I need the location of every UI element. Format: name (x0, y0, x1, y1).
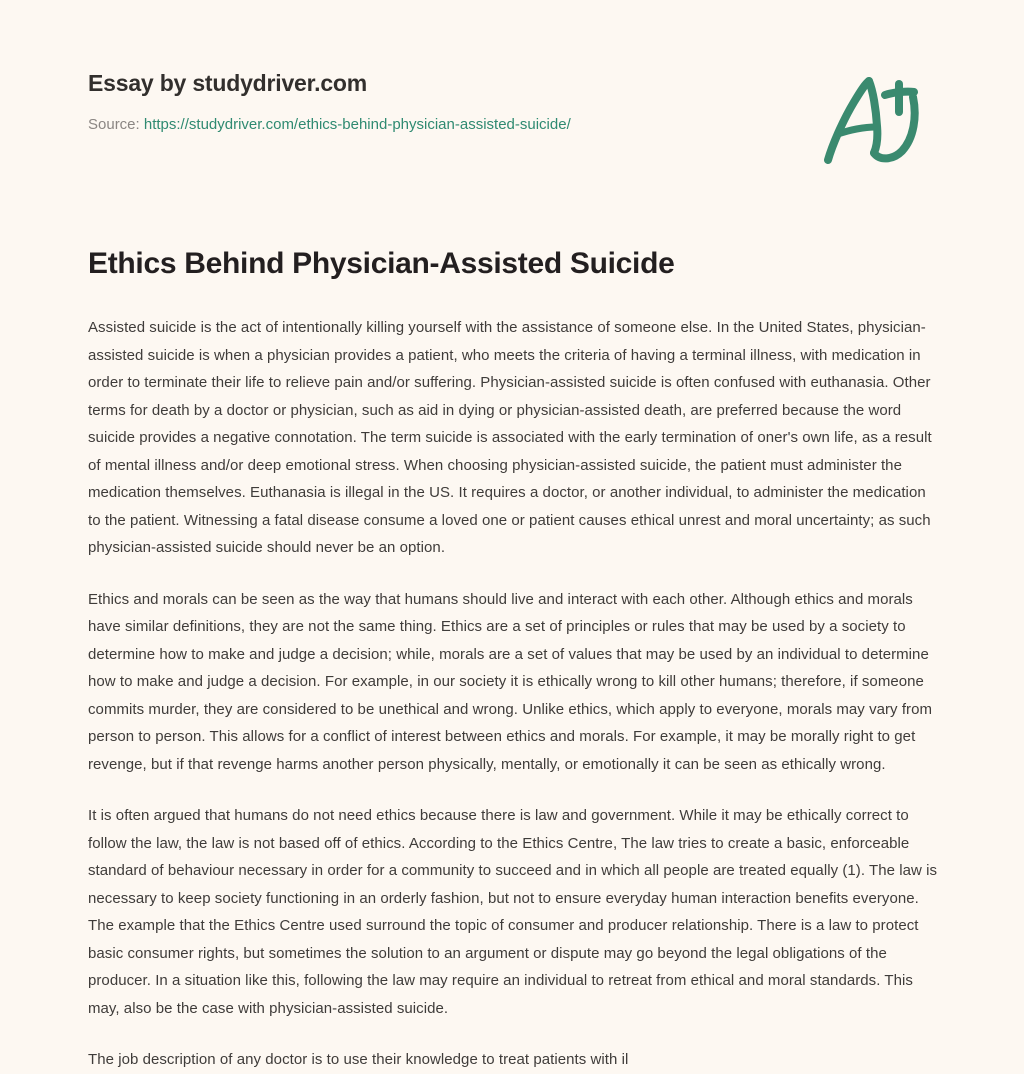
source-label: Source: (88, 116, 140, 133)
source-line (88, 115, 940, 135)
page-header (0, 0, 1024, 172)
article-body (88, 314, 940, 1074)
paragraph: Assisted suicide is the act of intentionally killing yourself with the assistance of someone else. In the United States, physician-assisted suicide is when a physician provides a patient, who meets the criteria of having a terminal illness, with medication in order to terminate their life to relieve pain and/or suffering. Physician-assisted suicide is often confused with euthanasia. Other terms for death by a doctor or physician, such as aid in dying or physician-assisted death, are preferred because the word suicide provides a negative connotation. The term suicide is associated with the early termination of oner's own life, as a result of mental illness and/or deep emotional stress. When choosing physician-assisted suicide, the patient must administer the medication themselves. Euthanasia is illegal in the US. It requires a doctor, or another individual, to administer the medication to the patient. Witnessing a fatal disease consume a loved one or patient causes ethical unrest and moral uncertainty; as such physician-assisted suicide should never be an option. (88, 319, 932, 556)
page-title: Ethics Behind Physician-Assisted Suicide (88, 247, 675, 280)
source-link[interactable]: https://studydriver.com/ethics-behind-physician-assisted-suicide/ (143, 116, 571, 133)
paragraph: It is often argued that humans do not need ethics because there is law and government. While it may be ethically correct to follow the law, the law is not based off of ethics. According to the Ethics Centre, The law tries to create a basic, enforceable standard of behaviour necessary in order for a community to succeed and in which all people are treated equally (1). The law is necessary to keep society functioning in an orderly fashion, but not to ensure everyday human interaction benefits everyone. The example that the Ethics Centre used surround the topic of consumer and producer relationship. There is a law to protect basic consumer rights, but sometimes the solution to an argument or dispute may go beyond the legal obligations of the producer. In a situation like this, following the law may require an individual to retreat from ethical and moral standards. This may, also be the case with physician-assisted suicide. (88, 807, 938, 1017)
byline: Essay by studydriver.com (88, 70, 368, 96)
studydriver-logo-a-plus-icon[interactable] (816, 64, 928, 168)
paragraph: The job description of any doctor is to use their knowledge to treat patients with il (88, 1051, 629, 1068)
article (0, 172, 1024, 1074)
paragraph: Ethics and morals can be seen as the way that humans should live and interact with each other. Although ethics and morals have similar definitions, they are not the same thing. Ethics are a set of principles or rules that may be used by a society to determine how to make and judge a decision; while, morals are a set of values that may be used by an individual to determine how to make and judge a decision. For example, in our society it is ethically wrong to kill other humans; therefore, if someone commits murder, they are considered to be unethical and wrong. Unlike ethics, which apply to everyone, morals may vary from person to person. This allows for a conflict of interest between ethics and morals. For example, it may be morally right to get revenge, but if that revenge harms another person physically, mentally, or emotionally it can be seen as ethically wrong. (88, 590, 933, 773)
